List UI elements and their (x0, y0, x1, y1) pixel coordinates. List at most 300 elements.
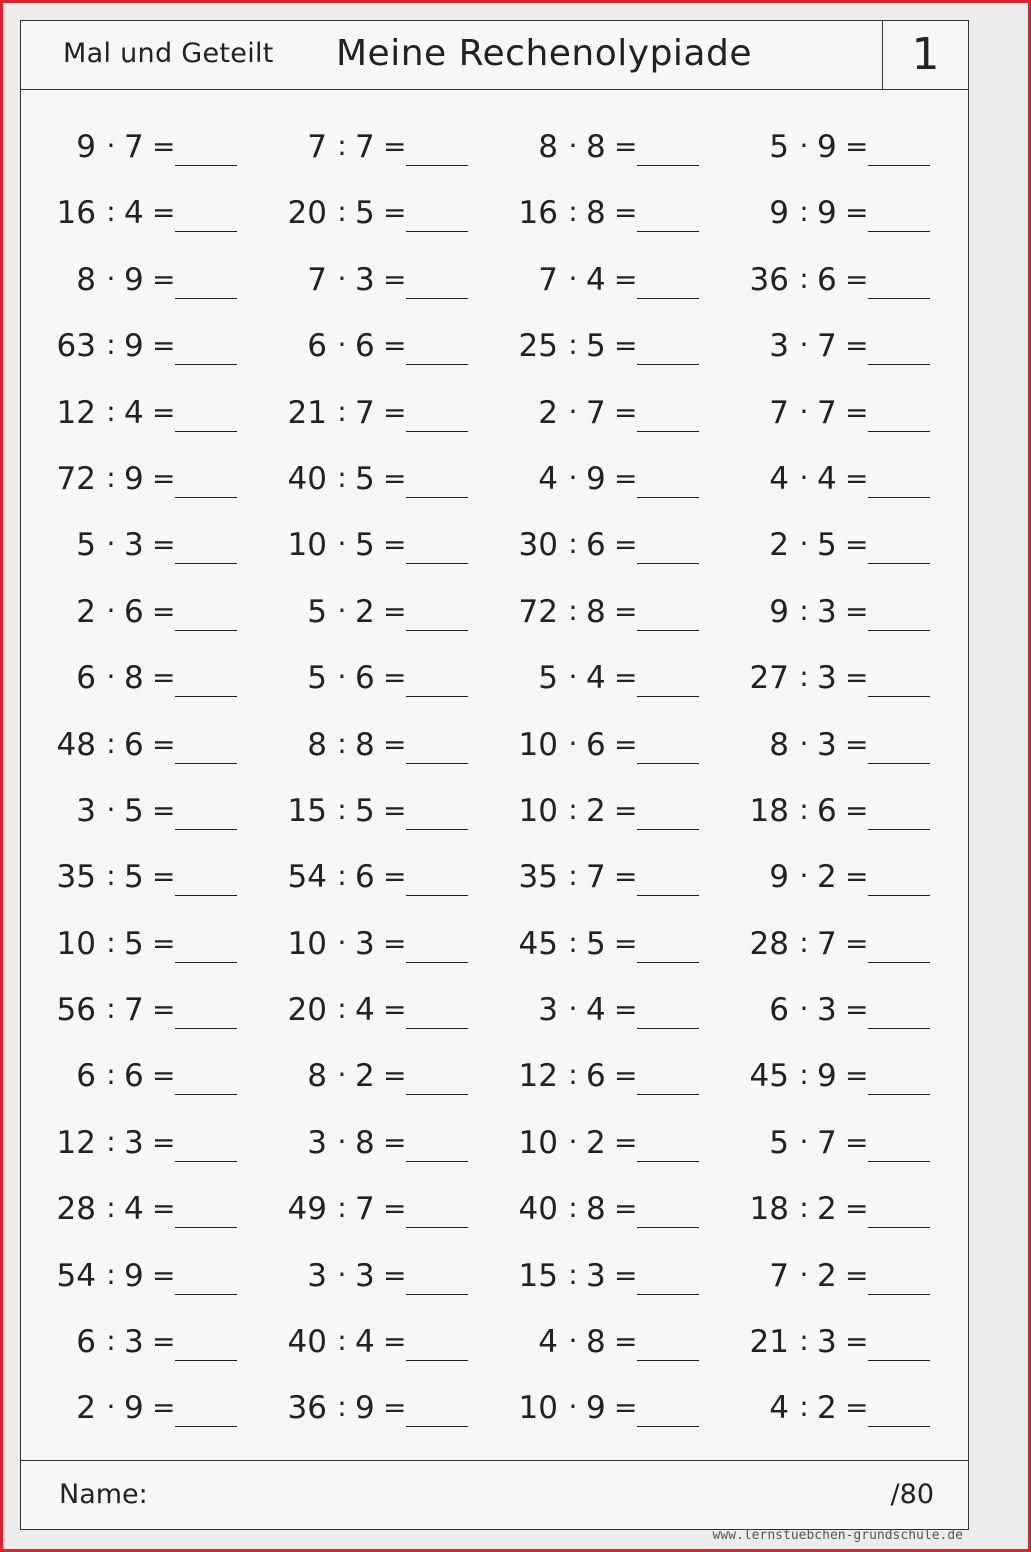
operand-b: 4 (817, 460, 837, 497)
answer-line[interactable] (637, 165, 699, 166)
math-task (749, 1043, 979, 1103)
equals-sign: = (152, 860, 176, 894)
math-task (749, 579, 979, 639)
answer-line[interactable] (406, 1426, 468, 1427)
math-task (287, 579, 517, 639)
answer-line[interactable] (175, 630, 237, 631)
task-row (21, 1309, 968, 1375)
operand-a: 5 (307, 593, 327, 630)
operand-b: 4 (586, 660, 606, 697)
operand-b: 3 (817, 593, 837, 630)
answer-line[interactable] (406, 497, 468, 498)
operand-a: 7 (538, 261, 558, 298)
operand-a: 10 (518, 726, 558, 763)
answer-line[interactable] (406, 696, 468, 697)
math-task (518, 1375, 748, 1435)
operand-a: 36 (287, 1390, 327, 1427)
operand-a: 18 (749, 1191, 789, 1228)
answer-line[interactable] (406, 895, 468, 896)
operator: : (568, 1191, 578, 1225)
operand-b: 3 (355, 1257, 375, 1294)
operand-b: 8 (355, 1124, 375, 1161)
answer-line[interactable] (175, 165, 237, 166)
operand-b: 5 (124, 859, 144, 896)
answer-line[interactable] (637, 1161, 699, 1162)
operand-b: 9 (586, 1390, 606, 1427)
operand-b: 2 (817, 859, 837, 896)
answer-line[interactable] (406, 1028, 468, 1029)
answer-line[interactable] (637, 497, 699, 498)
task-row (21, 180, 968, 246)
answer-line[interactable] (868, 1028, 930, 1029)
answer-line[interactable] (175, 1227, 237, 1228)
equals-sign: = (845, 594, 869, 628)
operator: · (799, 460, 809, 494)
equals-sign: = (383, 395, 407, 429)
math-task (56, 313, 286, 373)
task-row (21, 1243, 968, 1309)
equals-sign: = (614, 1258, 638, 1292)
operator: · (106, 660, 116, 694)
math-task (749, 114, 979, 174)
operand-b: 8 (586, 593, 606, 630)
operator: · (799, 859, 809, 893)
task-row (21, 778, 968, 844)
math-task (287, 911, 517, 971)
answer-line[interactable] (637, 431, 699, 432)
operand-b: 9 (355, 1390, 375, 1427)
operator: · (568, 394, 578, 428)
answer-line[interactable] (637, 1094, 699, 1095)
answer-line[interactable] (406, 1161, 468, 1162)
answer-line[interactable] (637, 696, 699, 697)
operand-b: 5 (586, 328, 606, 365)
answer-line[interactable] (406, 165, 468, 166)
operand-a: 49 (287, 1191, 327, 1228)
operand-a: 30 (518, 527, 558, 564)
task-row (21, 844, 968, 910)
math-task (518, 977, 748, 1037)
answer-line[interactable] (406, 962, 468, 963)
operand-a: 21 (287, 394, 327, 431)
math-task (749, 446, 979, 506)
equals-sign: = (614, 262, 638, 296)
operand-b: 4 (124, 1191, 144, 1228)
operand-a: 35 (518, 859, 558, 896)
operand-b: 2 (586, 1124, 606, 1161)
answer-line[interactable] (868, 364, 930, 365)
operator: : (106, 992, 116, 1026)
math-task (287, 1043, 517, 1103)
math-task (287, 1309, 517, 1369)
answer-line[interactable] (637, 962, 699, 963)
operator: · (799, 328, 809, 362)
equals-sign: = (152, 993, 176, 1027)
answer-line[interactable] (637, 895, 699, 896)
answer-line[interactable] (175, 1094, 237, 1095)
operand-a: 6 (76, 1058, 96, 1095)
task-row (21, 512, 968, 578)
equals-sign: = (152, 1125, 176, 1159)
operand-a: 2 (538, 394, 558, 431)
operator: : (799, 195, 809, 229)
answer-line[interactable] (175, 298, 237, 299)
operand-b: 2 (817, 1257, 837, 1294)
math-task (749, 1110, 979, 1170)
operator: · (337, 1124, 347, 1158)
operand-a: 25 (518, 328, 558, 365)
math-task (56, 579, 286, 639)
answer-line[interactable] (406, 829, 468, 830)
answer-line[interactable] (868, 1094, 930, 1095)
equals-sign: = (845, 993, 869, 1027)
answer-line[interactable] (175, 1426, 237, 1427)
answer-line[interactable] (406, 298, 468, 299)
operand-b: 8 (586, 195, 606, 232)
equals-sign: = (845, 461, 869, 495)
operand-a: 8 (76, 261, 96, 298)
operand-a: 3 (76, 792, 96, 829)
answer-line[interactable] (406, 1360, 468, 1361)
operand-a: 8 (307, 1058, 327, 1095)
operator: · (337, 328, 347, 362)
math-task (518, 844, 748, 904)
answer-line[interactable] (868, 630, 930, 631)
operand-b: 9 (817, 1058, 837, 1095)
answer-line[interactable] (175, 1360, 237, 1361)
equals-sign: = (845, 1125, 869, 1159)
answer-line[interactable] (637, 298, 699, 299)
answer-line[interactable] (637, 1360, 699, 1361)
math-task (518, 446, 748, 506)
answer-line[interactable] (175, 763, 237, 764)
operand-a: 6 (76, 1324, 96, 1361)
operator: · (568, 726, 578, 760)
operand-a: 4 (538, 460, 558, 497)
answer-line[interactable] (406, 231, 468, 232)
answer-line[interactable] (868, 431, 930, 432)
operator: : (568, 195, 578, 229)
answer-line[interactable] (175, 364, 237, 365)
operand-b: 3 (817, 660, 837, 697)
operand-a: 56 (56, 992, 96, 1029)
operand-b: 4 (586, 261, 606, 298)
operand-b: 6 (817, 261, 837, 298)
operand-b: 9 (586, 460, 606, 497)
math-task (56, 977, 286, 1037)
task-row (21, 380, 968, 446)
operator: · (799, 394, 809, 428)
operand-b: 7 (124, 992, 144, 1029)
answer-line[interactable] (406, 630, 468, 631)
answer-line[interactable] (406, 431, 468, 432)
operand-a: 6 (769, 992, 789, 1029)
answer-line[interactable] (175, 962, 237, 963)
answer-line[interactable] (637, 1227, 699, 1228)
equals-sign: = (152, 727, 176, 761)
answer-line[interactable] (868, 962, 930, 963)
operand-a: 3 (307, 1124, 327, 1161)
math-task (287, 1176, 517, 1236)
operand-a: 2 (76, 1390, 96, 1427)
operand-b: 3 (817, 726, 837, 763)
answer-line[interactable] (406, 1227, 468, 1228)
operand-b: 9 (124, 1390, 144, 1427)
operator: : (106, 1191, 116, 1225)
math-task (749, 1243, 979, 1303)
operand-b: 4 (586, 992, 606, 1029)
math-task (287, 247, 517, 307)
equals-sign: = (845, 329, 869, 363)
operand-b: 7 (124, 129, 144, 165)
operand-b: 7 (817, 925, 837, 962)
equals-sign: = (152, 262, 176, 296)
answer-line[interactable] (175, 1294, 237, 1295)
operand-b: 6 (586, 527, 606, 564)
answer-line[interactable] (175, 563, 237, 564)
operator: · (799, 992, 809, 1026)
task-row (21, 114, 968, 180)
answer-line[interactable] (868, 1426, 930, 1427)
math-task (287, 778, 517, 838)
operator: · (106, 1390, 116, 1424)
equals-sign: = (614, 860, 638, 894)
operator: : (106, 726, 116, 760)
equals-sign: = (383, 993, 407, 1027)
equals-sign: = (152, 661, 176, 695)
answer-line[interactable] (175, 1028, 237, 1029)
operand-b: 4 (355, 992, 375, 1029)
operator: : (337, 726, 347, 760)
operand-a: 40 (518, 1191, 558, 1228)
math-task (56, 844, 286, 904)
answer-line[interactable] (175, 231, 237, 232)
operator: · (337, 925, 347, 959)
answer-line[interactable] (637, 563, 699, 564)
operand-b: 6 (355, 660, 375, 697)
answer-line[interactable] (637, 364, 699, 365)
equals-sign: = (845, 395, 869, 429)
answer-line[interactable] (406, 763, 468, 764)
answer-line[interactable] (175, 829, 237, 830)
equals-sign: = (614, 329, 638, 363)
answer-line[interactable] (868, 829, 930, 830)
equals-sign: = (614, 1059, 638, 1093)
math-task (287, 180, 517, 240)
answer-line[interactable] (175, 431, 237, 432)
answer-line[interactable] (868, 696, 930, 697)
operand-a: 45 (518, 925, 558, 962)
website-credit: www.lernstuebchen-grundschule.de (712, 1528, 963, 1543)
operator: · (799, 726, 809, 760)
equals-sign: = (152, 329, 176, 363)
operator: : (799, 660, 809, 694)
answer-line[interactable] (868, 763, 930, 764)
operand-a: 9 (769, 859, 789, 896)
answer-line[interactable] (637, 1294, 699, 1295)
operand-b: 6 (124, 593, 144, 630)
operand-a: 15 (287, 792, 327, 829)
answer-line[interactable] (868, 895, 930, 896)
worksheet-header (21, 21, 968, 90)
operand-a: 3 (769, 328, 789, 365)
task-row (21, 977, 968, 1043)
worksheet (20, 20, 969, 1530)
operand-a: 5 (538, 660, 558, 697)
operator: : (106, 859, 116, 893)
operand-b: 8 (586, 1191, 606, 1228)
operator: : (337, 394, 347, 428)
operand-b: 3 (586, 1257, 606, 1294)
math-task (56, 446, 286, 506)
answer-line[interactable] (406, 1094, 468, 1095)
task-row (21, 911, 968, 977)
operand-a: 10 (287, 527, 327, 564)
equals-sign: = (383, 528, 407, 562)
answer-line[interactable] (175, 895, 237, 896)
equals-sign: = (152, 1391, 176, 1425)
equals-sign: = (383, 329, 407, 363)
equals-sign: = (614, 1192, 638, 1226)
equals-sign: = (845, 1258, 869, 1292)
equals-sign: = (845, 1059, 869, 1093)
answer-line[interactable] (406, 563, 468, 564)
operand-a: 40 (287, 1324, 327, 1361)
math-task (518, 512, 748, 572)
equals-sign: = (614, 461, 638, 495)
operator: · (799, 1124, 809, 1158)
answer-line[interactable] (406, 364, 468, 365)
math-task (749, 512, 979, 572)
sheet-number-box (882, 21, 968, 89)
answer-line[interactable] (868, 1227, 930, 1228)
operand-b: 9 (817, 129, 837, 165)
equals-sign: = (614, 727, 638, 761)
task-row (21, 1176, 968, 1242)
math-task (56, 1309, 286, 1369)
operator: : (799, 1324, 809, 1358)
math-task (749, 977, 979, 1037)
math-task (749, 313, 979, 373)
operator: : (106, 195, 116, 229)
answer-line[interactable] (637, 630, 699, 631)
task-grid (21, 114, 968, 1442)
operand-a: 45 (749, 1058, 789, 1095)
operator: : (337, 1390, 347, 1424)
operand-a: 72 (56, 460, 96, 497)
math-task (749, 1375, 979, 1435)
operand-a: 15 (518, 1257, 558, 1294)
answer-line[interactable] (406, 1294, 468, 1295)
equals-sign: = (614, 196, 638, 230)
answer-line[interactable] (868, 165, 930, 166)
operand-a: 6 (307, 328, 327, 365)
operator: : (337, 1191, 347, 1225)
operand-a: 36 (749, 261, 789, 298)
equals-sign: = (383, 196, 407, 230)
operand-a: 9 (769, 593, 789, 630)
operand-a: 9 (769, 195, 789, 232)
operand-b: 5 (586, 925, 606, 962)
answer-line[interactable] (175, 1161, 237, 1162)
math-task (749, 1309, 979, 1369)
answer-line[interactable] (868, 298, 930, 299)
math-task (287, 313, 517, 373)
equals-sign: = (845, 860, 869, 894)
operand-b: 6 (124, 1058, 144, 1095)
math-task (56, 114, 286, 174)
worksheet-title: Meine Rechenolypiade (336, 33, 752, 74)
answer-line[interactable] (868, 231, 930, 232)
operator: · (337, 1058, 347, 1092)
math-task (518, 645, 748, 705)
operator: · (106, 129, 116, 162)
answer-line[interactable] (868, 1360, 930, 1361)
answer-line[interactable] (868, 497, 930, 498)
answer-line[interactable] (637, 829, 699, 830)
answer-line[interactable] (637, 1028, 699, 1029)
operand-a: 4 (538, 1324, 558, 1361)
equals-sign: = (152, 1325, 176, 1359)
operand-a: 10 (56, 925, 96, 962)
operand-b: 6 (817, 792, 837, 829)
operator: · (568, 460, 578, 494)
operator: : (799, 1390, 809, 1424)
equals-sign: = (614, 594, 638, 628)
operator: · (799, 129, 809, 162)
equals-sign: = (383, 1125, 407, 1159)
math-task (287, 712, 517, 772)
equals-sign: = (152, 1258, 176, 1292)
operand-b: 4 (124, 195, 144, 232)
equals-sign: = (614, 1391, 638, 1425)
answer-line[interactable] (637, 231, 699, 232)
operand-b: 6 (124, 726, 144, 763)
operand-b: 7 (355, 394, 375, 431)
task-row (21, 712, 968, 778)
operator: : (337, 992, 347, 1026)
equals-sign: = (845, 727, 869, 761)
operand-a: 4 (769, 460, 789, 497)
answer-line[interactable] (868, 563, 930, 564)
operand-a: 16 (56, 195, 96, 232)
answer-line[interactable] (637, 763, 699, 764)
operand-a: 48 (56, 726, 96, 763)
answer-line[interactable] (868, 1294, 930, 1295)
equals-sign: = (383, 727, 407, 761)
operand-b: 3 (124, 527, 144, 564)
operator: : (799, 1058, 809, 1092)
task-row (21, 579, 968, 645)
operand-b: 8 (586, 129, 606, 165)
operand-a: 21 (749, 1324, 789, 1361)
answer-line[interactable] (175, 696, 237, 697)
operand-b: 8 (355, 726, 375, 763)
math-task (287, 114, 517, 174)
equals-sign: = (152, 926, 176, 960)
math-task (749, 778, 979, 838)
operator: : (106, 328, 116, 362)
answer-line[interactable] (175, 497, 237, 498)
answer-line[interactable] (868, 1161, 930, 1162)
math-task (56, 180, 286, 240)
operator: · (337, 261, 347, 295)
operand-a: 20 (287, 195, 327, 232)
equals-sign: = (383, 661, 407, 695)
operand-a: 7 (769, 1257, 789, 1294)
equals-sign: = (383, 926, 407, 960)
answer-line[interactable] (637, 1426, 699, 1427)
